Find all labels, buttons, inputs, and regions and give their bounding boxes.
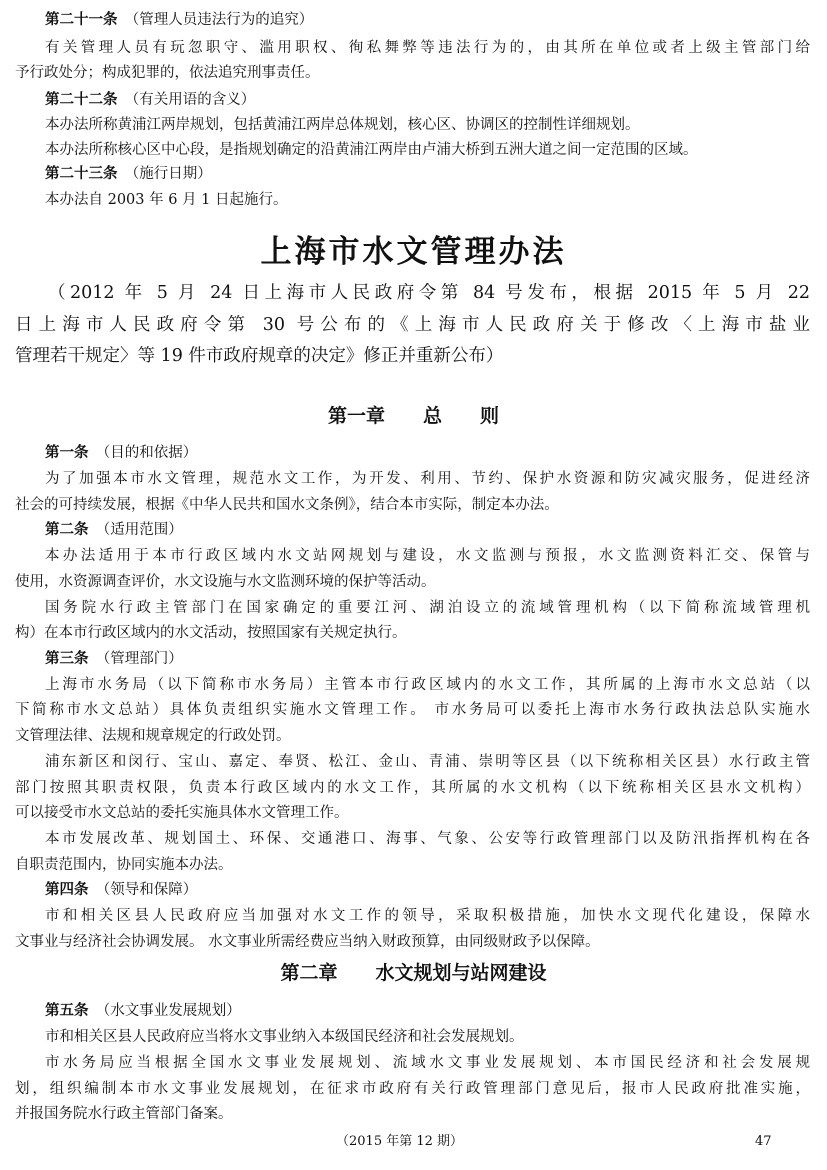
- document-title: 上海市水文管理办法: [260, 234, 567, 270]
- article-3-heading: [45, 649, 183, 669]
- article-title: （管理部门）: [103, 651, 183, 667]
- paragraph-line: 有关管理人员有玩忽职守、滥用职权、徇私舞弊等违法行为的，由其所在单位或者上级主管部门给: [45, 40, 810, 56]
- article-number: 第三条: [45, 650, 89, 667]
- article-title: （目的和依据）: [103, 445, 198, 461]
- paragraph-line: 本办法自 2003 年 6 月 1 日起施行。: [45, 192, 288, 208]
- paragraph-line: 文管理法律、法规和规章规定的行政处罚。: [15, 728, 291, 744]
- issue-label: （2015 年第 12 期）: [336, 1134, 464, 1149]
- paragraph-line: 划，组织编制本市水文事业发展规划，在征求市政府有关行政管理部门意见后，报市人民政府批准实施，: [15, 1081, 810, 1097]
- paragraph-line: 浦东新区和闵行、宝山、嘉定、奉贤、松江、金山、青浦、崇明等区县（以下统称相关区县）水行政主管: [45, 754, 810, 770]
- document-subtitle-line: （2012 年 5 月 24 日上海市人民政府令第 84 号发布，根据 2015 年 5 月 22: [48, 283, 810, 303]
- paragraph-line: 市和相关区县人民政府应当将水文事业纳入本级国民经济和社会发展规划。: [45, 1029, 524, 1045]
- article-title: （领导和保障）: [103, 882, 198, 898]
- article-22-heading: [45, 90, 255, 110]
- paragraph-line: 社会的可持续发展，根据《中华人民共和国水文条例》，结合本市实际，制定本办法。: [15, 497, 559, 513]
- paragraph-line: 并报国务院水行政主管部门备案。: [15, 1106, 233, 1122]
- paragraph-line: 本市发展改革、规划国土、环保、交通港口、海事、气象、公安等行政管理部门以及防汛指挥机构在各: [45, 831, 810, 847]
- paragraph-line: 本办法适用于本市行政区域内水文站网规划与建设，水文监测与预报，水文监测资料汇交、保管与: [45, 548, 810, 564]
- page-number: 47: [755, 1134, 772, 1149]
- article-2-heading: [45, 520, 183, 540]
- paragraph-line: 下简称市水文总站）具体负责组织实施水文管理工作。 市水务局可以委托上海市水务行政执法总队实施水: [15, 702, 810, 718]
- paragraph-line: 构）在本市行政区域内的水文活动，按照国家有关规定执行。: [15, 625, 407, 641]
- article-title: （适用范围）: [103, 522, 183, 538]
- document-subtitle-line: 管理若干规定〉等 19 件市政府规章的决定》修正并重新公布）: [15, 346, 504, 366]
- article-number: 第二条: [45, 521, 89, 538]
- paragraph-line: 予行政处分；构成犯罪的，依法追究刑事责任。: [15, 65, 320, 81]
- paragraph-line: 市水务局应当根据全国水文事业发展规划、流域水文事业发展规划、本市国民经济和社会发展规: [45, 1055, 810, 1071]
- article-title: （有关用语的含义）: [132, 92, 256, 108]
- article-number: 第二十二条: [45, 91, 118, 108]
- article-4-heading: [45, 880, 197, 900]
- paragraph-line: 为了加强本市水文管理，规范水文工作，为开发、利用、节约、保护水资源和防灾减灾服务，促进经济: [45, 471, 810, 487]
- article-number: 第五条: [45, 1002, 89, 1019]
- paragraph-line: 自职责范围内，协同实施本办法。: [15, 857, 233, 873]
- article-number: 第四条: [45, 881, 89, 898]
- article-1-heading: [45, 443, 197, 463]
- article-5-heading: [45, 1001, 241, 1021]
- paragraph-line: 部门按照其职责权限，负责本行政区域内的水文工作，其所属的水文机构（以下统称相关区县水文机构）: [15, 780, 810, 796]
- article-number: 第二十三条: [45, 165, 118, 182]
- article-title: （管理人员违法行为的追究）: [132, 12, 314, 28]
- paragraph-line: 市和相关区县人民政府应当加强对水文工作的领导，采取积极措施，加快水文现代化建设，保障水: [45, 908, 810, 924]
- paragraph-line: 本办法所称核心区中心段，是指规划确定的沿黄浦江两岸由卢浦大桥到五洲大道之间一定范围的区域。: [45, 142, 698, 158]
- article-21-heading: [45, 10, 313, 30]
- article-number: 第二十一条: [45, 11, 118, 28]
- paragraph-line: 文事业与经济社会协调发展。 水文事业所需经费应当纳入财政预算，由同级财政予以保障。: [15, 934, 600, 950]
- paragraph-line: 可以接受市水文总站的委托实施具体水文管理工作。: [15, 805, 349, 821]
- article-title: （水文事业发展规划）: [103, 1003, 241, 1019]
- document-subtitle-line: 日上海市人民政府令第 30 号公布的《上海市人民政府关于修改〈上海市盐业: [15, 315, 810, 335]
- article-number: 第一条: [45, 444, 89, 461]
- paragraph-line: 国务院水行政主管部门在国家确定的重要江河、湖泊设立的流域管理机构（以下简称流域管理机: [45, 600, 810, 616]
- paragraph-line: 上海市水务局（以下简称市水务局）主管本市行政区域内的水文工作，其所属的上海市水文总站（以: [45, 677, 810, 693]
- article-23-heading: [45, 164, 212, 184]
- paragraph-line: 使用，水资源调查评价，水文设施与水文监测环境的保护等活动。: [15, 574, 436, 590]
- chapter-2-heading: 第二章 水文规划与站网建设: [280, 962, 547, 984]
- paragraph-line: 本办法所称黄浦江两岸规划，包括黄浦江两岸总体规划，核心区、协调区的控制性详细规划。: [45, 117, 640, 133]
- article-title: （施行日期）: [132, 166, 212, 182]
- chapter-1-heading: 第一章 总 则: [327, 405, 499, 427]
